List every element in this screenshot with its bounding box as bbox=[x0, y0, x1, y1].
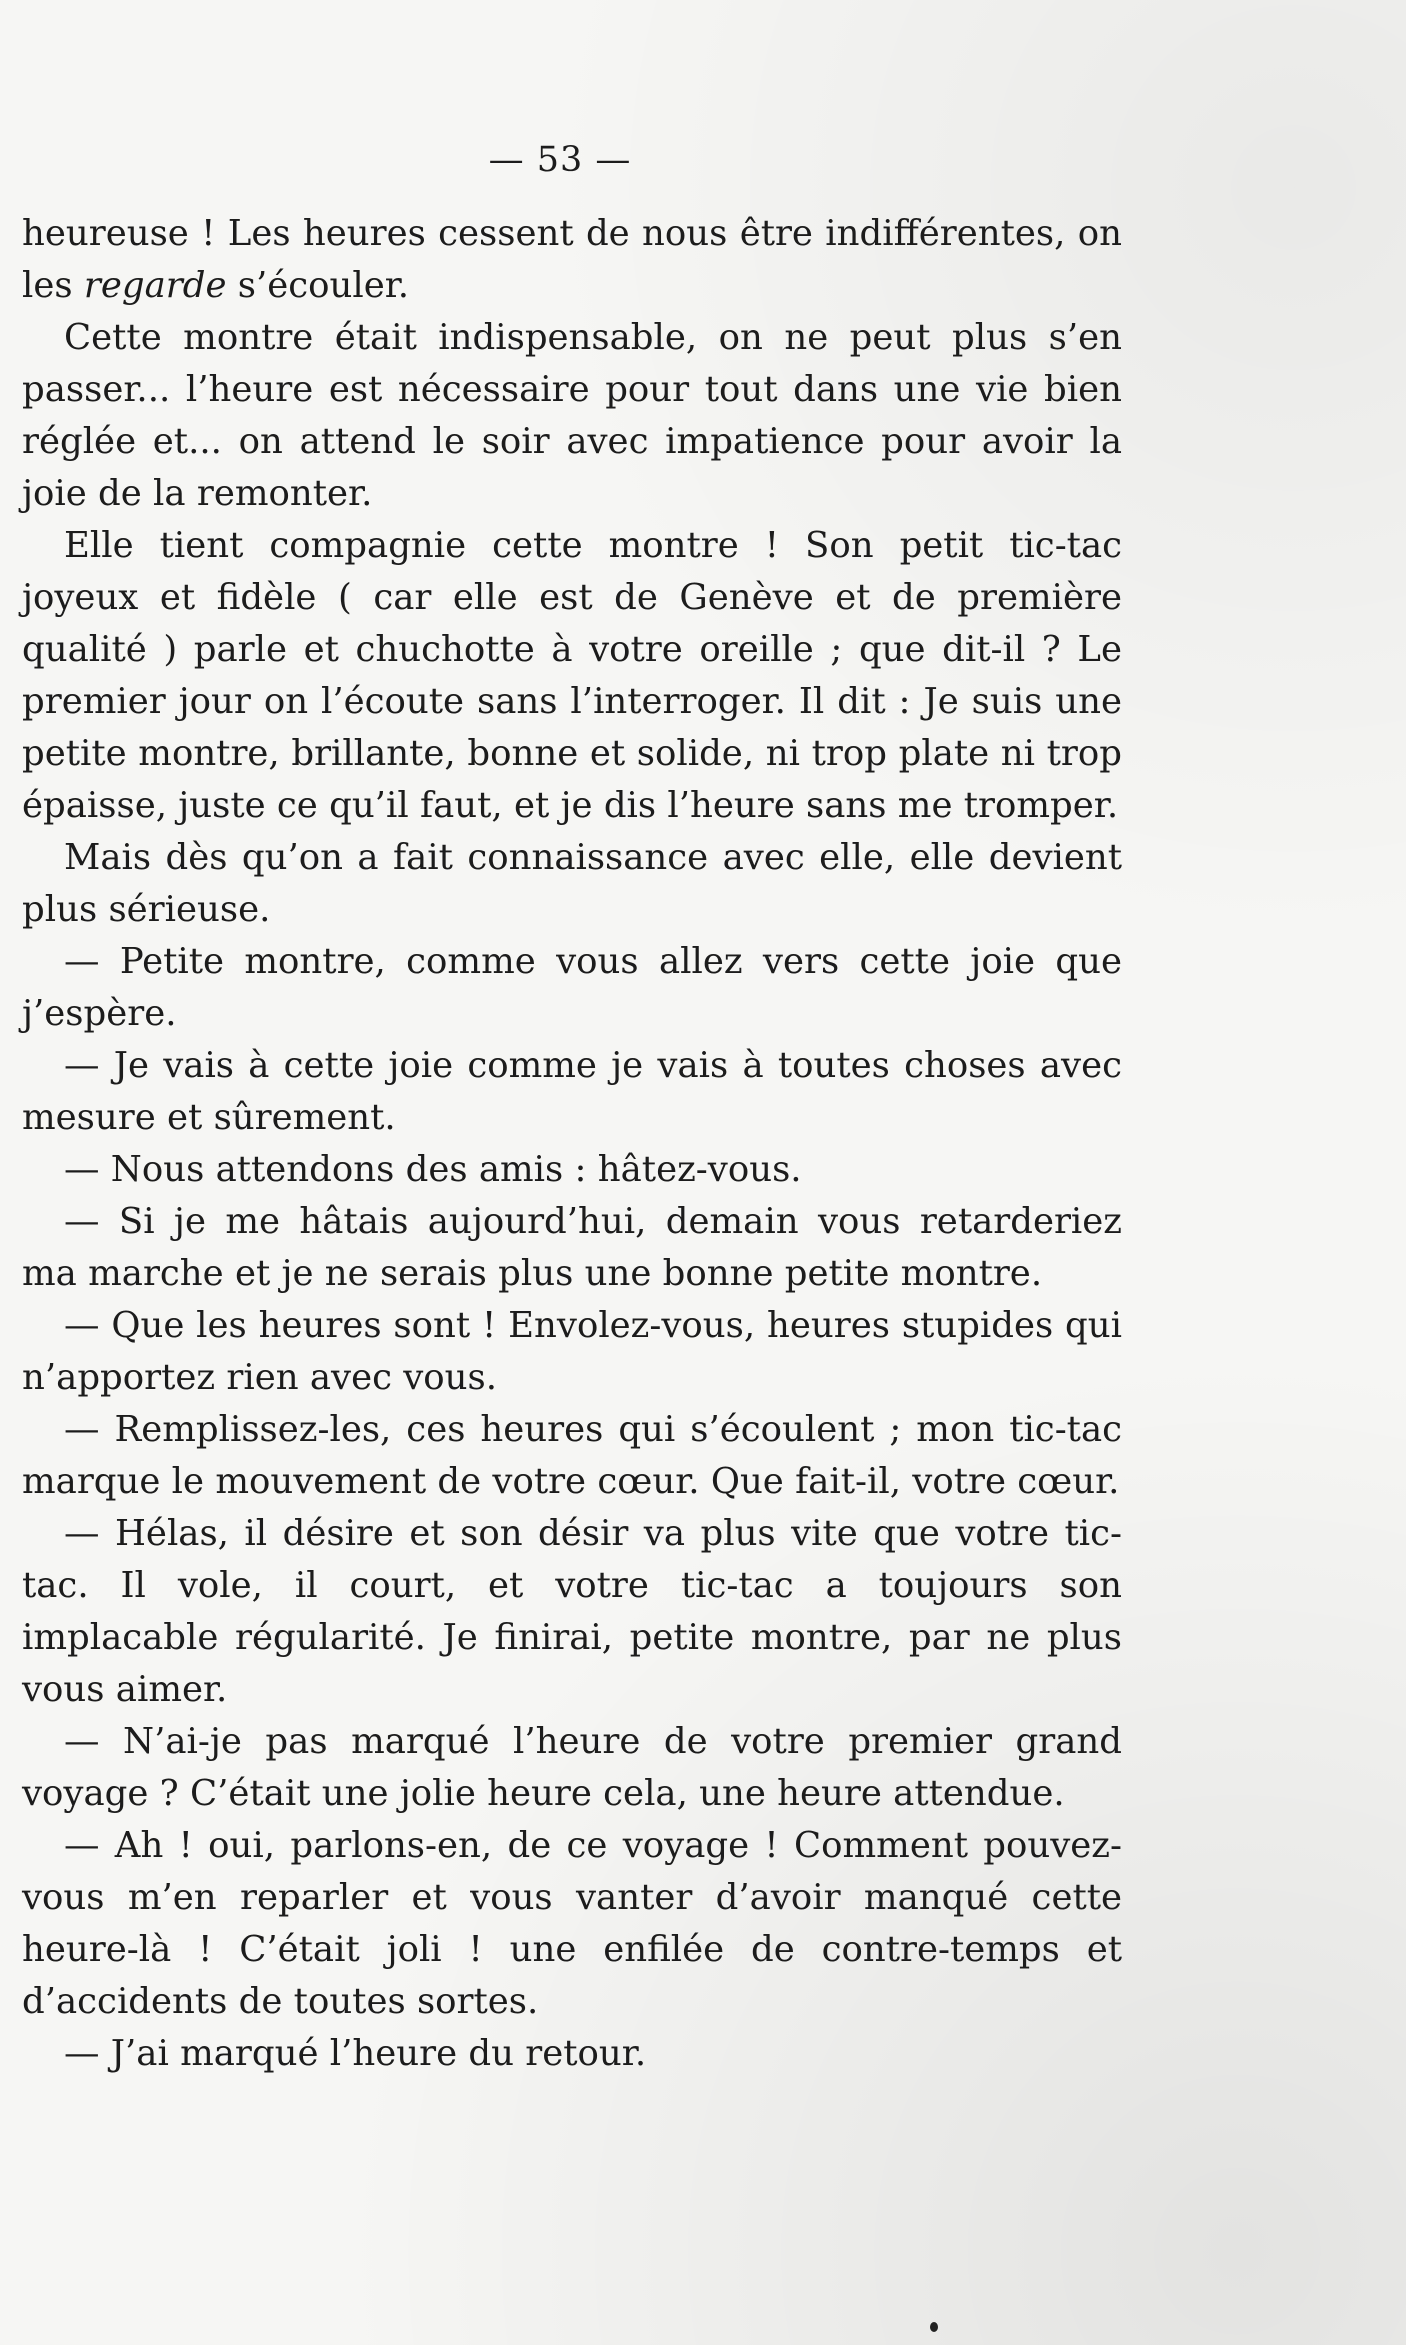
text-run: — Hélas, il désire et son désir va plus vite que votre tic-tac. Il vole, il court, et votre tic-tac a toujours son implacable régularité. Je finirai, petite montre, par ne plus vous aimer. bbox=[22, 1513, 1122, 1710]
paragraph bbox=[22, 1196, 1122, 1300]
paragraph bbox=[22, 1300, 1122, 1404]
page-number: — 53 — bbox=[488, 140, 632, 180]
paragraph bbox=[22, 208, 1122, 312]
text-run: — Que les heures sont ! Envolez-vous, heures stupides qui n’apportez rien avec vous. bbox=[22, 1305, 1122, 1398]
paragraph bbox=[22, 520, 1122, 832]
text-run: — Je vais à cette joie comme je vais à toutes choses avec mesure et sûrement. bbox=[22, 1045, 1122, 1138]
text-run: — N’ai-je pas marqué l’heure de votre premier grand voyage ? C’était une jolie heure cela, une heure attendue. bbox=[22, 1721, 1122, 1814]
body-text bbox=[22, 208, 1122, 2080]
text-run: — Remplissez-les, ces heures qui s’écoulent ; mon tic-tac marque le mouvement de votre cœur. Que fait-il, votre cœur. bbox=[22, 1409, 1122, 1502]
text-run: heureuse ! Les heures cessent de nous être indifférentes, on les bbox=[22, 213, 1122, 306]
paragraph bbox=[22, 2028, 1122, 2080]
paragraph bbox=[22, 832, 1122, 936]
text-run: s’écouler. bbox=[226, 265, 410, 306]
italic-text: regarde bbox=[83, 265, 227, 306]
paragraph bbox=[22, 312, 1122, 520]
paragraph bbox=[22, 1716, 1122, 1820]
paragraph bbox=[22, 936, 1122, 1040]
text-run: — Petite montre, comme vous allez vers cette joie que j’espère. bbox=[22, 941, 1122, 1034]
paragraph bbox=[22, 1820, 1122, 2028]
text-run: — J’ai marqué l’heure du retour. bbox=[64, 2033, 647, 2074]
text-run: Cette montre était indispensable, on ne peut plus s’en passer... l’heure est nécessaire pour tout dans une vie bien réglée et... on attend le soir avec impatience pour avoir la joie de la remonter. bbox=[22, 317, 1122, 514]
paragraph bbox=[22, 1508, 1122, 1716]
paragraph bbox=[22, 1144, 1122, 1196]
text-run: Mais dès qu’on a fait connaissance avec elle, elle devient plus sérieuse. bbox=[22, 837, 1122, 930]
text-run: Elle tient compagnie cette montre ! Son petit tic-tac joyeux et fidèle ( car elle est de Genève et de première qualité ) parle et chuchotte à votre oreille ; que dit-il ? Le premier jour on l’écoute sans l’interroger. Il dit : Je suis une petite montre, brillante, bonne et solide, ni trop plate ni trop épaisse, juste ce qu’il faut, et je dis l’heure sans me tromper. bbox=[22, 525, 1122, 826]
text-run: — Si je me hâtais aujourd’hui, demain vous retarderiez ma marche et je ne serais plus une bonne petite montre. bbox=[22, 1201, 1122, 1294]
ink-speck bbox=[930, 2322, 938, 2332]
paragraph bbox=[22, 1040, 1122, 1144]
text-run: — Nous attendons des amis : hâtez-vous. bbox=[64, 1149, 802, 1190]
paragraph bbox=[22, 1404, 1122, 1508]
text-run: — Ah ! oui, parlons-en, de ce voyage ! Comment pouvez-vous m’en reparler et vous vanter d’avoir manqué cette heure-là ! C’était joli ! une enfilée de contre-temps et d’accidents de toutes sortes. bbox=[22, 1825, 1122, 2022]
